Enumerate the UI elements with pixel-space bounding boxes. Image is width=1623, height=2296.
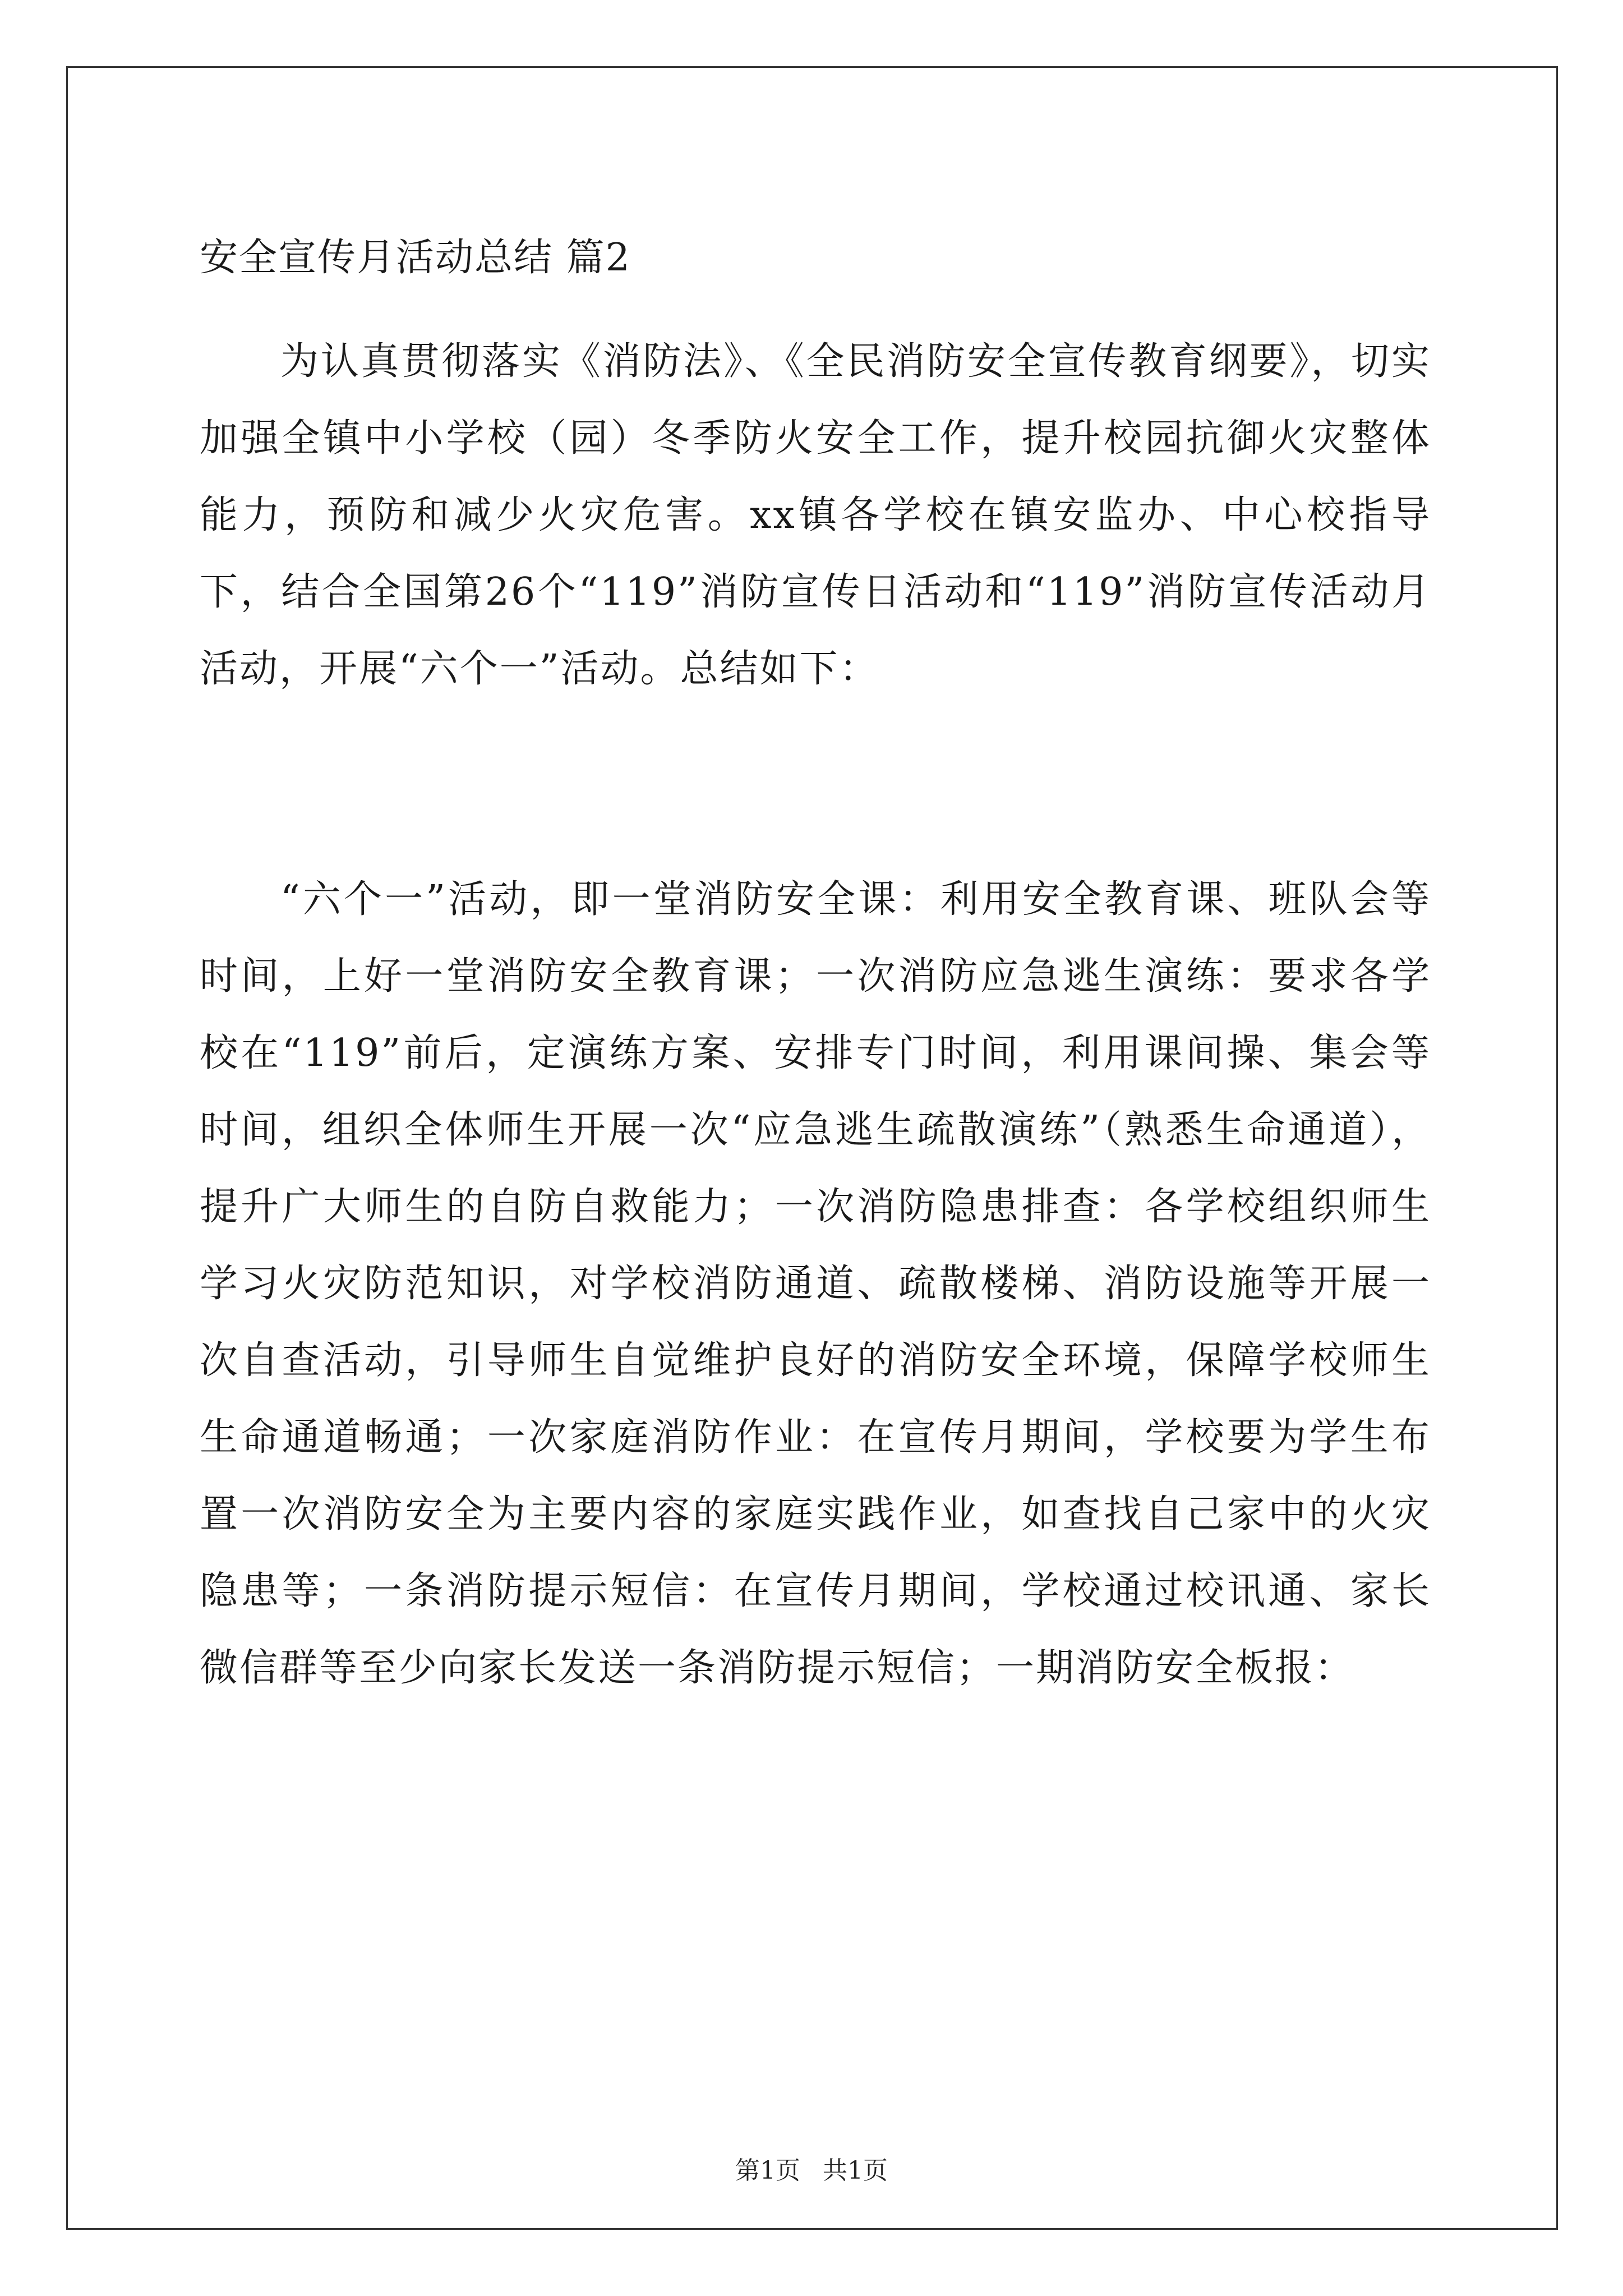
page-footer [0,2154,1623,2188]
paragraph: 为认真贯彻落实《消防法》、《全民消防安全宣传教育纲要》，切实加强全镇中小学校（园）冬季防火安全工作，提升校园抗御火灾整体能力，预防和减少火灾危害。xx镇各学校在镇安监办、中心校指导下，结合全国第26个“119”消防宣传日活动和“119”消防宣传活动月活动，开展“六个一”活动。总结如下： [200,339,1431,691]
page-number: 第1页 [735,2156,800,2185]
document-title: 安全宣传月活动总结 篇2 [200,236,631,280]
page-total: 共1页 [823,2156,888,2185]
paragraph: “六个一”活动，即一堂消防安全课：利用安全教育课、班队会等时间，上好一堂消防安全教育课；一次消防应急逃生演练：要求各学校在“119”前后，定演练方案、安排专门时间，利用课间操、集会等时间，组织全体师生开展一次“应急逃生疏散演练”（熟悉生命通道），提升广大师生的自防自救能力；一次消防隐患排查：各学校组织师生学习火灾防范知识，对学校消防通道、疏散楼梯、消防设施等开展一次自查活动，引导师生自觉维护良好的消防安全环境，保障学校师生生命通道畅通；一次家庭消防作业：在宣传月期间，学校要为学生布置一次消防安全为主要内容的家庭实践作业，如查找自己家中的火灾隐患等；一条消防提示短信：在宣传月期间，学校通过校讯通、家长微信群等至少向家长发送一条消防提示短信；一期消防安全板报： [200,877,1431,1690]
